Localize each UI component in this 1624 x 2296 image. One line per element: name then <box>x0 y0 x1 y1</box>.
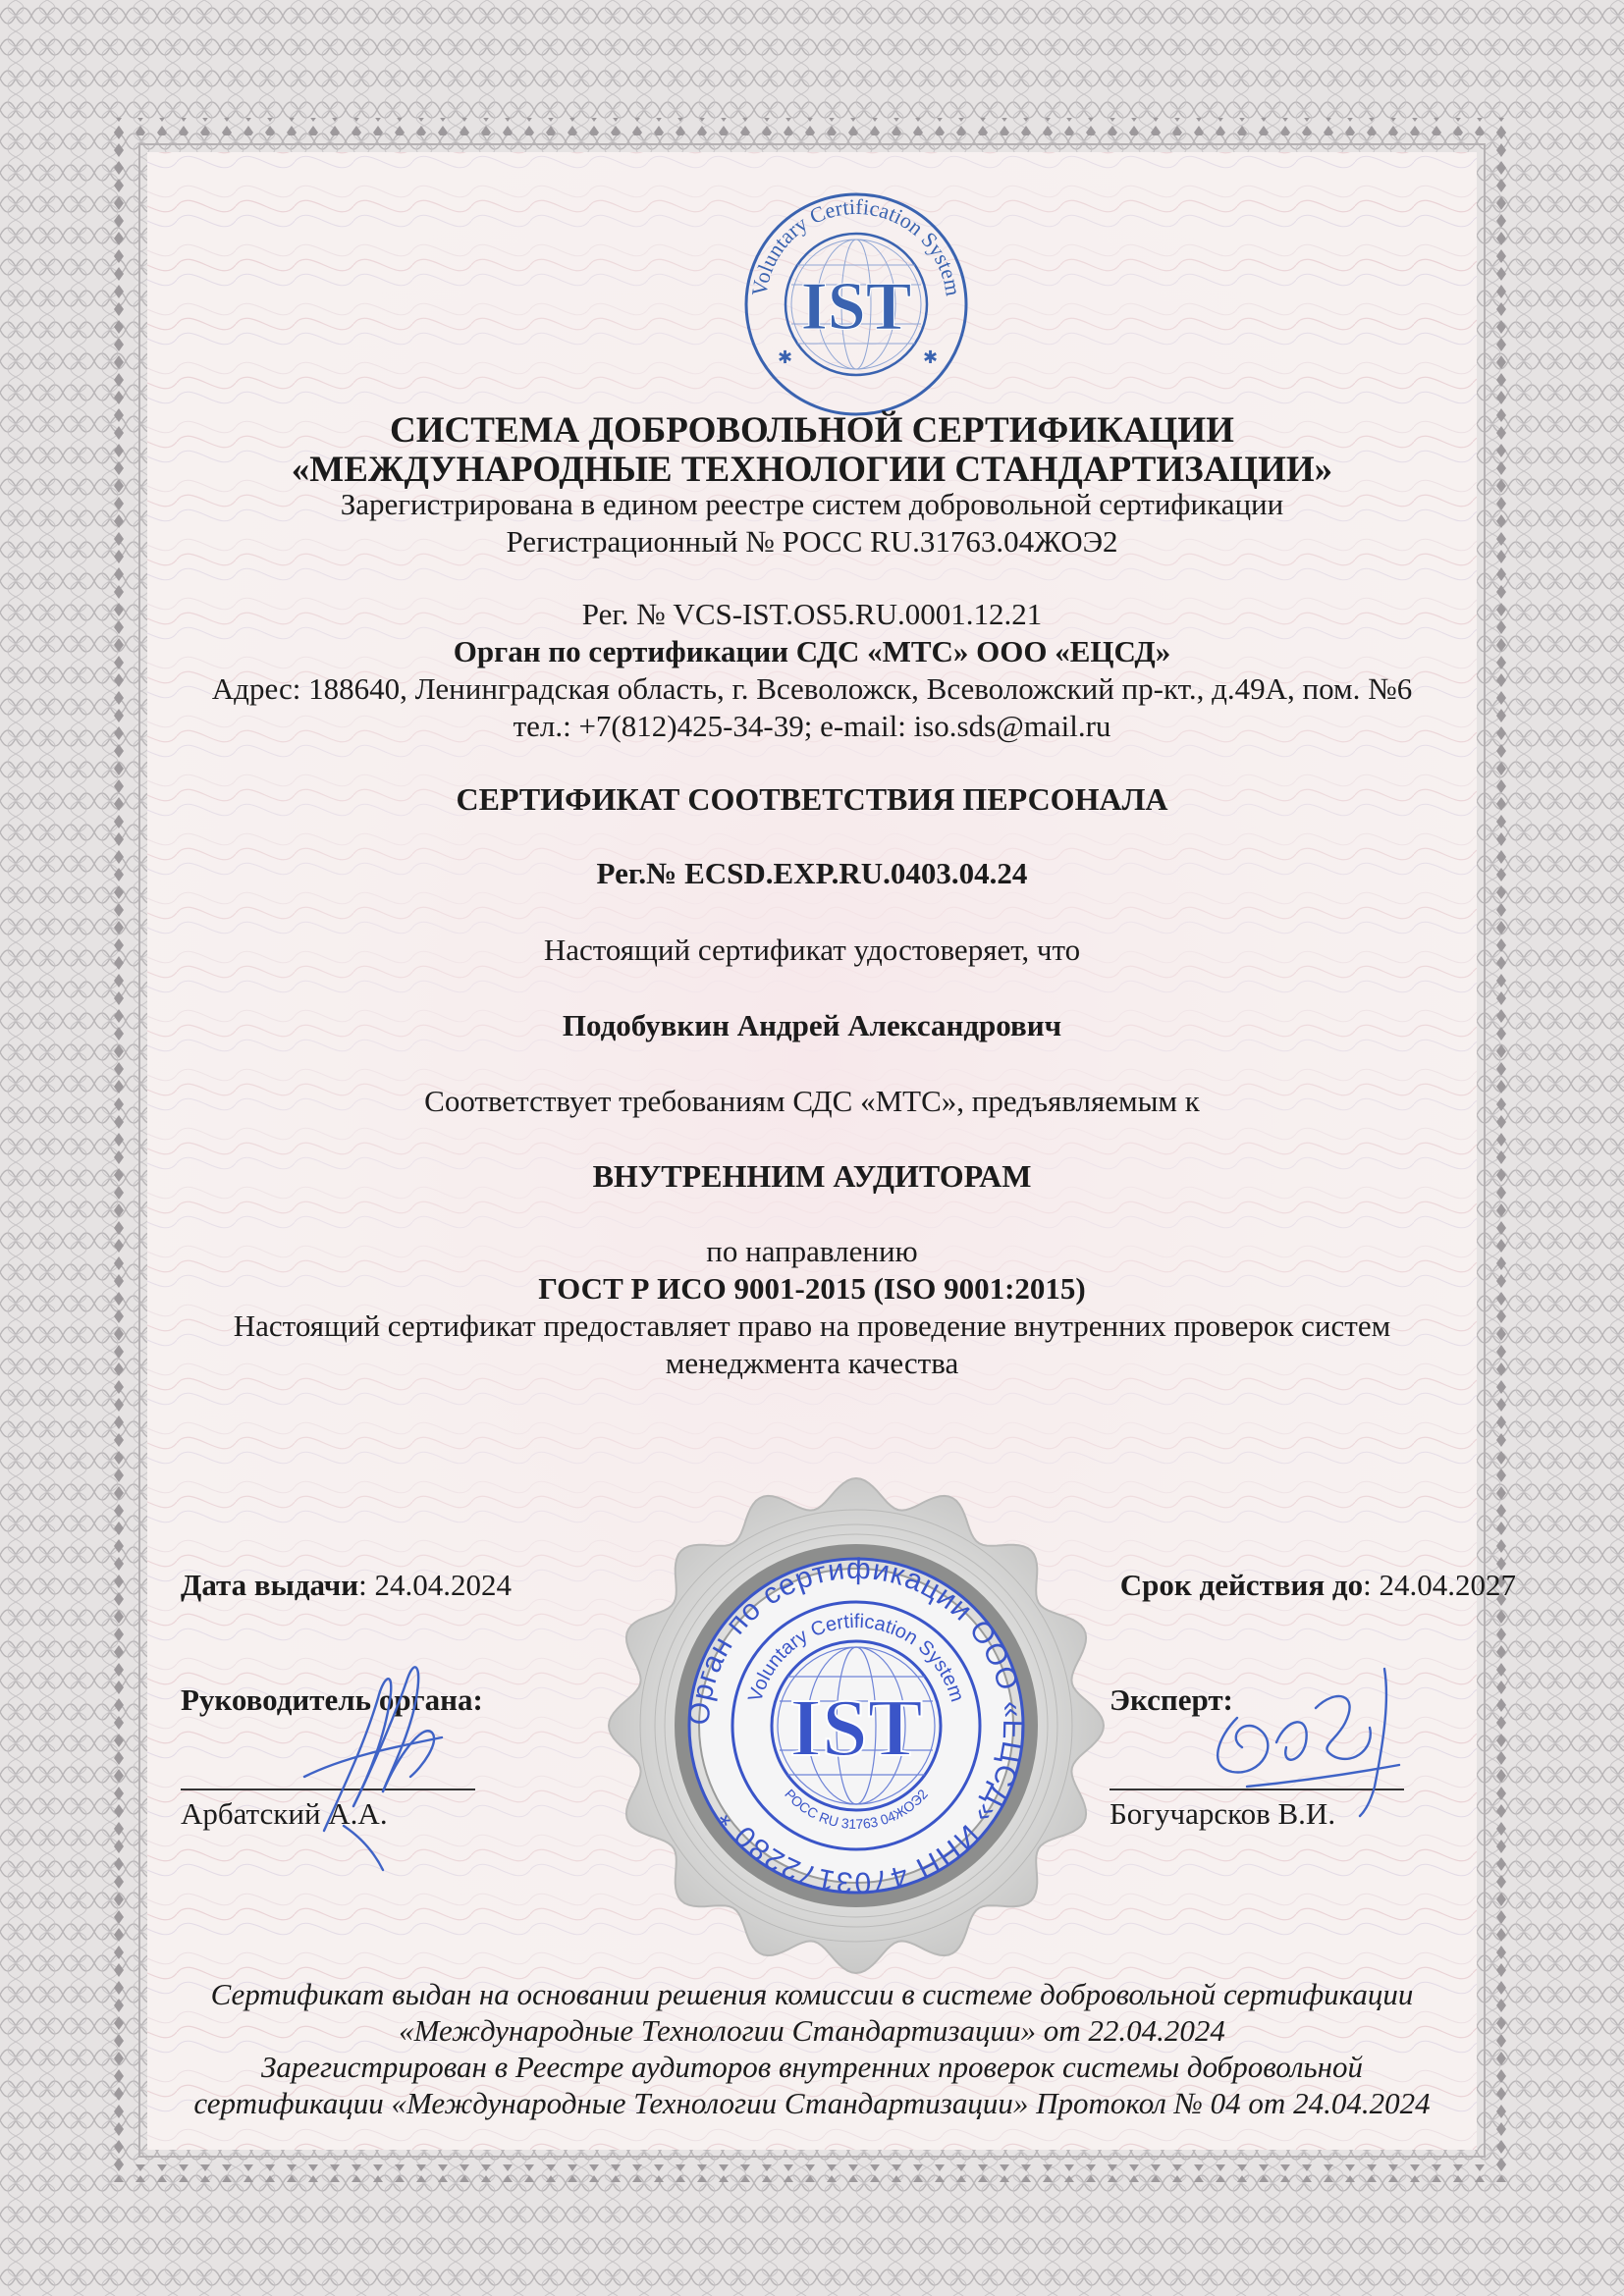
certificate-person-name: Подобувкин Андрей Александрович <box>562 1008 1062 1042</box>
seal-center-text: IST <box>789 1682 923 1774</box>
body-contacts: тел.: +7(812)425-34-39; e-mail: iso.sds@mail.ru <box>513 709 1111 743</box>
header-title-2: «МЕЖДУНАРОДНЫЕ ТЕХНОЛОГИИ СТАНДАРТИЗАЦИИ» <box>291 450 1333 490</box>
logo-ring-text: Voluntary Certification System <box>746 193 966 298</box>
header-title-1: СИСТЕМА ДОБРОВОЛЬНОЙ СЕРТИФИКАЦИИ <box>390 410 1234 451</box>
logo-center-text: IST <box>800 269 912 345</box>
certificate-certifies-text: Настоящий сертификат удостоверяет, что <box>543 933 1081 967</box>
expert-signature-label: Эксперт: <box>1110 1682 1233 1717</box>
valid-until-value: : 24.04.2027 <box>1363 1568 1516 1602</box>
certificate-right-line-1: Настоящий сертификат предоставляет право на проведение внутренних проверок систем <box>233 1308 1391 1343</box>
official-seal <box>601 1470 1111 1981</box>
issue-date-value: : 24.04.2024 <box>358 1568 512 1602</box>
valid-until-label: Срок действия до <box>1119 1568 1364 1602</box>
certificate-standard: ГОСТ Р ИСО 9001-2015 (ISO 9001:2015) <box>538 1271 1086 1306</box>
footer-line-2: «Международные Технологии Стандартизации» от 22.04.2024 <box>399 2013 1225 2048</box>
header-registry: Зарегистрирована в едином реестре систем добровольной сертификации <box>340 487 1284 521</box>
seal-reg-text: РОСС RU 31763 04ЖОЭ2 <box>782 1786 931 1833</box>
header-reg-number: Регистрационный № РОСС RU.31763.04ЖОЭ2 <box>506 524 1118 559</box>
logo-star-right: ✱ <box>923 347 939 367</box>
issue-date <box>181 1568 512 1603</box>
seal-outer-text: Орган по сертификации ООО «ЕЦСД» ИНН 4703172280 * <box>682 1552 1030 1899</box>
head-signature-name: Арбатский А.А. <box>181 1796 388 1831</box>
footer-line-4: сертификации «Международные Технологии Стандартизации» Протокол № 04 от 24.04.2024 <box>193 2086 1431 2120</box>
body-address: Адрес: 188640, Ленинградская область, г. Всеволожск, Всеволожский пр-кт., д.49А, пом. №6 <box>211 671 1413 706</box>
certificate-role: ВНУТРЕННИМ АУДИТОРАМ <box>592 1158 1032 1194</box>
ist-logo <box>738 187 974 422</box>
certificate-title: СЕРТИФИКАТ СООТВЕТСТВИЯ ПЕРСОНАЛА <box>456 781 1168 817</box>
certificate-direction-label: по направлению <box>706 1234 918 1268</box>
head-signature-scribble <box>285 1639 461 1875</box>
footer-line-3: Зарегистрирован в Реестре аудиторов внутренних проверок системы добровольной <box>260 2050 1364 2084</box>
certificate-complies-text: Соответствует требованиям СДС «МТС», предъявляемым к <box>424 1084 1200 1118</box>
certificate-reg-number: Рег.№ ECSD.EXP.RU.0403.04.24 <box>596 856 1028 890</box>
footer-line-1: Сертификат выдан на основании решения комиссии в системе добровольной сертификации <box>210 1977 1414 2011</box>
body-name: Орган по сертификации СДС «МТС» ООО «ЕЦСД» <box>453 634 1171 668</box>
seal-inner-text: Voluntary Certification System <box>744 1610 968 1705</box>
issue-date-label: Дата выдачи <box>181 1568 359 1602</box>
head-signature-label: Руководитель органа: <box>181 1682 483 1717</box>
expert-signature-scribble <box>1188 1649 1424 1836</box>
valid-until <box>1120 1568 1516 1603</box>
certificate-right-line-2: менеджмента качества <box>665 1346 959 1380</box>
expert-signature-name: Богучарсков В.И. <box>1110 1796 1336 1831</box>
body-reg-number: Рег. № VCS-IST.OS5.RU.0001.12.21 <box>581 597 1043 631</box>
logo-star-left: ✱ <box>778 347 793 367</box>
